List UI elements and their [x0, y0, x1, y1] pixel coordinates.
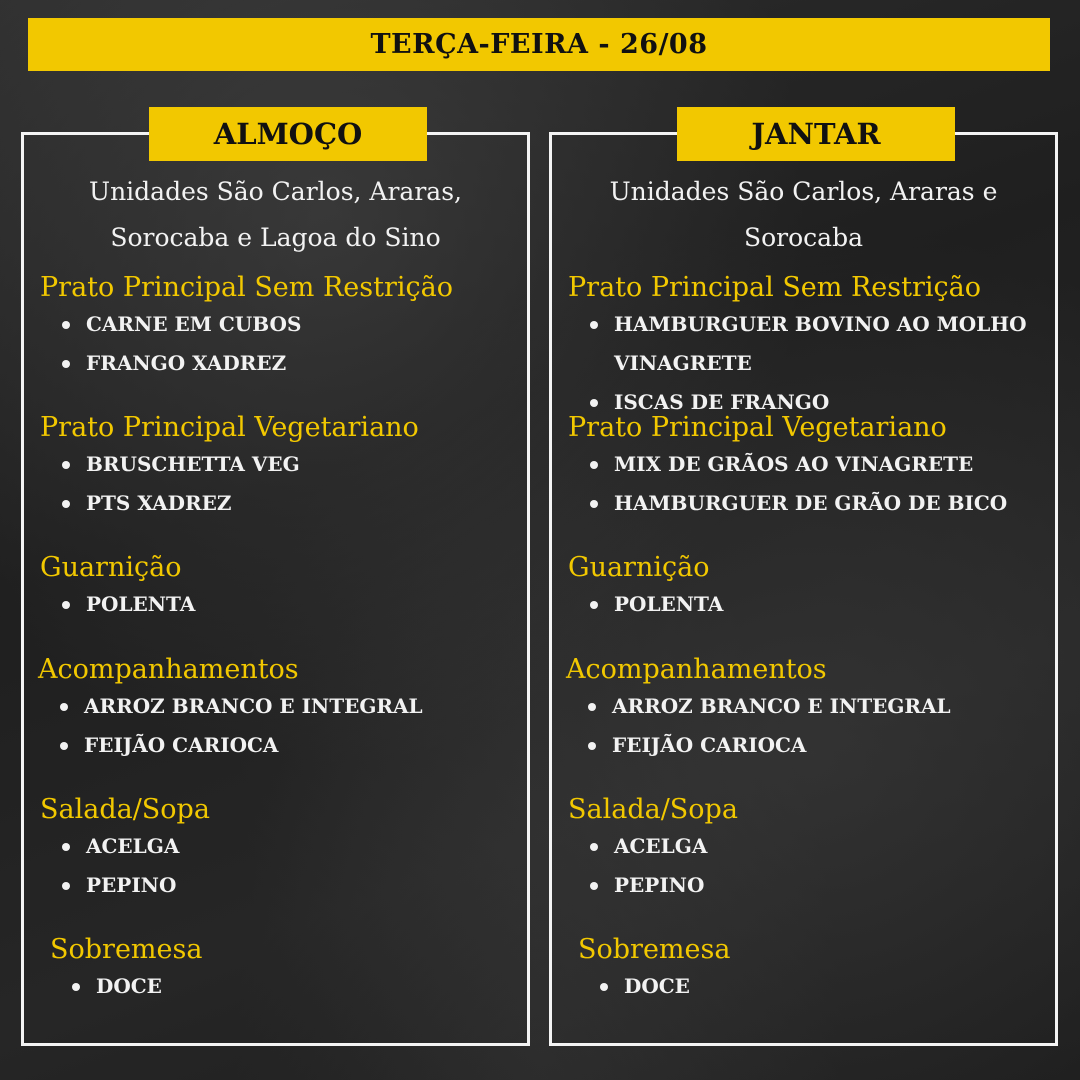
dinner-section-salad [568, 793, 1049, 905]
day-banner [28, 18, 1050, 71]
list-item: POLENTA [62, 585, 521, 624]
dinner-panel [549, 117, 1058, 1046]
dinner-section-dessert [578, 933, 1049, 1006]
lunch-section-vegetarian [40, 411, 521, 523]
lunch-label-box [149, 107, 427, 161]
list-item: DOCE [72, 967, 521, 1006]
list-item: POLENTA [590, 585, 1049, 624]
list-item: ARROZ BRANCO E INTEGRAL [588, 687, 1049, 726]
section-title: Salada/Sopa [568, 794, 738, 825]
lunch-label: ALMOÇO [213, 117, 363, 151]
lunch-section-garnish [40, 551, 521, 624]
section-title: Guarnição [40, 552, 182, 583]
section-title: Sobremesa [50, 934, 203, 965]
dinner-section-garnish [568, 551, 1049, 624]
lunch-section-sides [38, 653, 521, 765]
dinner-label: JANTAR [751, 117, 881, 151]
list-item: MIX DE GRÃOS AO VINAGRETE [590, 445, 1049, 484]
list-item: FEIJÃO CARIOCA [588, 726, 1049, 765]
section-title: Acompanhamentos [38, 654, 299, 685]
section-title: Prato Principal Vegetariano [568, 412, 947, 443]
list-item: HAMBURGUER DE GRÃO DE BICO [590, 484, 1049, 523]
lunch-section-main [40, 271, 521, 383]
list-item: ARROZ BRANCO E INTEGRAL [60, 687, 521, 726]
section-title: Guarnição [568, 552, 710, 583]
list-item: CARNE EM CUBOS [62, 305, 521, 344]
list-item: PEPINO [62, 866, 521, 905]
section-title: Prato Principal Vegetariano [40, 412, 419, 443]
list-item: FEIJÃO CARIOCA [60, 726, 521, 765]
list-item: ACELGA [590, 827, 1049, 866]
lunch-panel [21, 117, 530, 1046]
list-item: ISCAS DE FRANGO [590, 383, 1055, 421]
lunch-section-salad [40, 793, 521, 905]
section-title: Prato Principal Sem Restrição [568, 272, 982, 303]
list-item: HAMBURGUER BOVINO AO MOLHO VINAGRETE [590, 305, 1055, 383]
dinner-section-vegetarian [568, 411, 1049, 523]
list-item: DOCE [600, 967, 1049, 1006]
list-item: PEPINO [590, 866, 1049, 905]
list-item: FRANGO XADREZ [62, 344, 521, 383]
list-item: PTS XADREZ [62, 484, 521, 523]
dinner-section-main [568, 271, 1055, 421]
dinner-section-sides [566, 653, 1049, 765]
day-title: TERÇA-FEIRA - 26/08 [370, 29, 708, 60]
lunch-units: Unidades São Carlos, Araras, Sorocaba e Lagoa do Sino [89, 177, 462, 252]
dinner-units: Unidades São Carlos, Araras e Sorocaba [609, 177, 998, 252]
list-item: ACELGA [62, 827, 521, 866]
section-title: Salada/Sopa [40, 794, 210, 825]
dinner-label-box [677, 107, 955, 161]
section-title: Prato Principal Sem Restrição [40, 272, 454, 303]
section-title: Sobremesa [578, 934, 731, 965]
lunch-section-dessert [50, 933, 521, 1006]
section-title: Acompanhamentos [566, 654, 827, 685]
list-item: BRUSCHETTA VEG [62, 445, 521, 484]
